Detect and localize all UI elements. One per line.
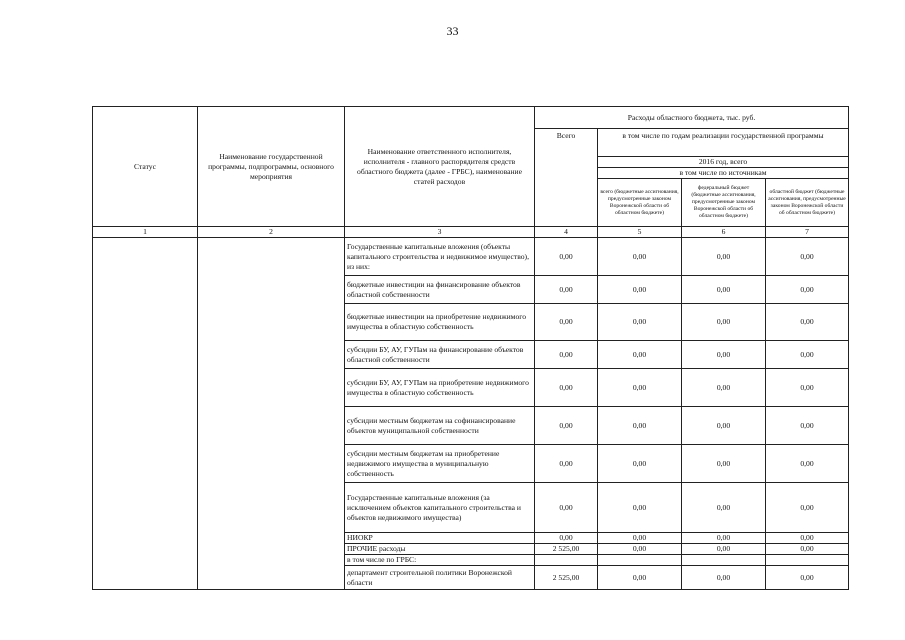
header-source-regional: областной бюджет (бюджетные ассигнования, предусмотренные законом Воронежской области об областном бюджете) (766, 179, 849, 227)
row-value-total: 0,00 (535, 341, 598, 369)
row-value-federal: 0,00 (682, 304, 766, 341)
header-executor-name: Наименование ответственного исполнителя, исполнителя - главного распорядителя средств областного бюджета (далее - ГРБС), наименование статей расходов (345, 107, 535, 227)
row-value-regional: 0,00 (766, 483, 849, 533)
column-number: 6 (682, 227, 766, 238)
row-value-total: 0,00 (535, 369, 598, 407)
column-number: 2 (198, 227, 345, 238)
row-label: субсидии БУ, АУ, ГУПам на приобретение недвижимого имущества в областную собственность (345, 369, 535, 407)
header-total: Всего (535, 129, 598, 227)
row-value-federal: 0,00 (682, 238, 766, 276)
row-value-regional: 0,00 (766, 304, 849, 341)
column-number: 1 (93, 227, 198, 238)
column-number: 4 (535, 227, 598, 238)
table-row (93, 238, 849, 276)
row-value-regional: 0,00 (766, 544, 849, 555)
row-value-federal: 0,00 (682, 341, 766, 369)
row-value-regional: 0,00 (766, 566, 849, 590)
column-number: 7 (766, 227, 849, 238)
page-number: 33 (446, 24, 459, 38)
row-value-federal: 0,00 (682, 566, 766, 590)
row-label: Государственные капитальные вложения (за исключением объектов капитального строительства и объектов недвижимого имущества) (345, 483, 535, 533)
row-value-federal: 0,00 (682, 407, 766, 445)
row-label: ПРОЧИЕ расходы (345, 544, 535, 555)
row-label: бюджетные инвестиции на финансирование объектов областной собственности (345, 276, 535, 304)
row-value-source-total: 0,00 (598, 566, 682, 590)
row-value-source-total: 0,00 (598, 544, 682, 555)
header-year: 2016 год, всего (598, 157, 849, 168)
row-value-regional: 0,00 (766, 276, 849, 304)
program-cell (198, 238, 345, 590)
row-value-federal: 0,00 (682, 276, 766, 304)
row-value-total: 0,00 (535, 238, 598, 276)
row-value-source-total: 0,00 (598, 445, 682, 483)
row-label: субсидии БУ, АУ, ГУПам на финансирование объектов областной собственности (345, 341, 535, 369)
row-value-federal: 0,00 (682, 483, 766, 533)
column-number: 5 (598, 227, 682, 238)
row-value-federal: 0,00 (682, 445, 766, 483)
row-value-source-total: 0,00 (598, 276, 682, 304)
status-cell (93, 238, 198, 590)
row-value-total: 0,00 (535, 304, 598, 341)
row-value-total: 0,00 (535, 533, 598, 544)
row-label: субсидии местным бюджетам на софинансирование объектов муниципальной собственности (345, 407, 535, 445)
header-program-name: Наименование государственной программы, подпрограммы, основного мероприятия (198, 107, 345, 227)
row-value-source-total (598, 555, 682, 566)
row-value-total: 2 525,00 (535, 544, 598, 555)
row-value-total (535, 555, 598, 566)
row-value-source-total: 0,00 (598, 341, 682, 369)
row-value-regional: 0,00 (766, 341, 849, 369)
row-label: в том числе по ГРБС: (345, 555, 535, 566)
row-value-source-total: 0,00 (598, 533, 682, 544)
row-value-federal: 0,00 (682, 369, 766, 407)
row-label: бюджетные инвестиции на приобретение недвижимого имущества в областную собственность (345, 304, 535, 341)
row-value-source-total: 0,00 (598, 483, 682, 533)
header-source-federal: федеральный бюджет (бюджетные ассигнования, предусмотренные законом Воронежской области об областном бюджете) (682, 179, 766, 227)
row-value-total: 2 525,00 (535, 566, 598, 590)
row-value-federal: 0,00 (682, 544, 766, 555)
row-value-source-total: 0,00 (598, 304, 682, 341)
row-value-regional: 0,00 (766, 407, 849, 445)
row-value-source-total: 0,00 (598, 369, 682, 407)
row-value-total: 0,00 (535, 407, 598, 445)
row-value-total: 0,00 (535, 276, 598, 304)
row-value-source-total: 0,00 (598, 407, 682, 445)
budget-table (92, 106, 849, 590)
row-value-source-total: 0,00 (598, 238, 682, 276)
row-label: Государственные капитальные вложения (объекты капитального строительства и недвижимое имущество), из них: (345, 238, 535, 276)
row-value-regional: 0,00 (766, 369, 849, 407)
row-label: НИОКР (345, 533, 535, 544)
row-value-total: 0,00 (535, 445, 598, 483)
row-label: департамент строительной политики Воронежской области (345, 566, 535, 590)
header-source-total: всего (бюджетные ассигнования, предусмотренные законом Воронежской области об областном бюджете) (598, 179, 682, 227)
header-expenses: Расходы областного бюджета, тыс. руб. (535, 107, 849, 129)
header-status: Статус (93, 107, 198, 227)
row-value-total: 0,00 (535, 483, 598, 533)
row-label: субсидии местным бюджетам на приобретение недвижимого имущества в муниципальную собственность (345, 445, 535, 483)
column-numbers-row (93, 227, 849, 238)
row-value-federal: 0,00 (682, 533, 766, 544)
header-by-sources: в том числе по источникам (598, 168, 849, 179)
row-value-regional: 0,00 (766, 238, 849, 276)
column-number: 3 (345, 227, 535, 238)
row-value-federal (682, 555, 766, 566)
row-value-regional: 0,00 (766, 533, 849, 544)
header-by-years: в том числе по годам реализации государственной программы (598, 129, 849, 157)
row-value-regional: 0,00 (766, 445, 849, 483)
row-value-regional (766, 555, 849, 566)
